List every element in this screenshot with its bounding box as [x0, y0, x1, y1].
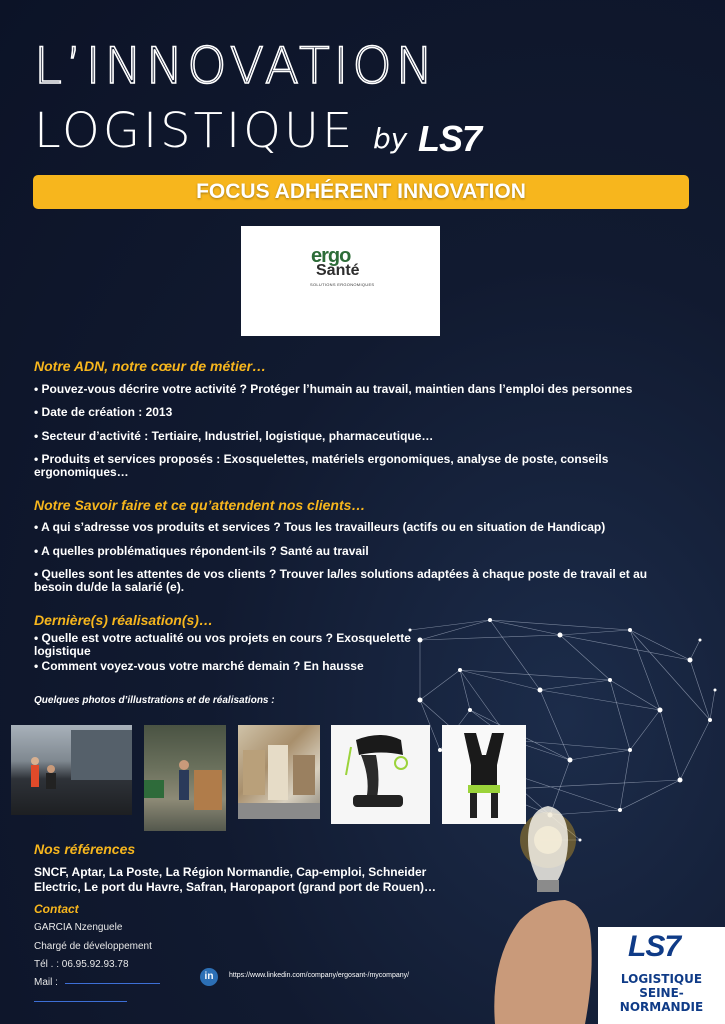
contact-mail-link[interactable] [65, 983, 160, 984]
company-logo-tagline: SOLUTIONS ERGONOMIQUES [310, 282, 375, 287]
contact-role: Chargé de développement [34, 941, 152, 952]
footer-badge-line2: SEINE-NORMANDIE [619, 986, 704, 1014]
footer-ls7-logo: LS7 [628, 930, 681, 963]
realisations-item-1: • Quelle est votre actualité ou vos projets en cours ? Exosquelette logistique [34, 631, 411, 658]
focus-banner: FOCUS ADHÉRENT INNOVATION [33, 175, 689, 209]
savoir-item-2: • A quelles problématiques répondent-ils ? Santé au travail [34, 544, 369, 558]
photo-workers-truck [11, 725, 132, 815]
contact-phone: Tél . : 06.95.92.93.78 [34, 959, 129, 970]
section-savoir-heading: Notre Savoir faire et ce qu’attendent nos clients… [34, 497, 366, 513]
photo-warehouse-worker [144, 725, 226, 831]
photo-exoskeleton-side [331, 725, 430, 824]
title-innovation: L’INNOVATION [34, 37, 438, 95]
realisations-item-2: • Comment voyez-vous votre marché demain ? En hausse [34, 659, 364, 673]
adn-item-1: • Pouvez-vous décrire votre activité ? Protéger l’humain au travail, maintien dans l’emploi des personnes [34, 382, 633, 396]
photo-exoskeleton-front [442, 725, 526, 824]
contact-name: GARCIA Nzenguele [34, 922, 123, 933]
photo-container-loading [238, 725, 320, 819]
photos-caption: Quelques photos d’illustrations et de réalisations : [34, 695, 275, 706]
footer-badge-line1: LOGISTIQUE [620, 972, 703, 986]
linkedin-url[interactable]: https://www.linkedin.com/company/ergosant-/mycompany/ [229, 972, 410, 979]
section-adn-heading: Notre ADN, notre cœur de métier… [34, 358, 267, 374]
adn-item-3: • Secteur d’activité : Tertiaire, Industriel, logistique, pharmaceutique… [34, 429, 434, 443]
company-logo-box [241, 226, 440, 336]
footer-badge-text [598, 972, 725, 1014]
company-logo-sante: Santé [316, 262, 360, 279]
contact-website-link[interactable] [34, 1001, 127, 1002]
references-heading: Nos références [34, 841, 136, 857]
title-logistique: LOGISTIQUE [34, 103, 356, 159]
adn-item-2: • Date de création : 2013 [34, 405, 173, 419]
by-text: by [373, 122, 408, 155]
ls7-logo: LS7 [418, 118, 482, 159]
adn-item-4: • Produits et services proposés : Exosquelettes, matériels ergonomiques, analyse de poste, conseils ergonomiques… [34, 452, 609, 479]
contact-mail-label: Mail : [34, 977, 58, 988]
savoir-item-1: • A qui s’adresse vos produits et services ? Tous les travailleurs (actifs ou en situation de Handicap) [34, 520, 606, 534]
linkedin-icon[interactable]: in [200, 968, 218, 986]
company-logo-ergo: ergo [311, 245, 351, 267]
section-realisations-heading: Dernière(s) réalisation(s)… [34, 612, 213, 628]
savoir-item-3: • Quelles sont les attentes de vos clients ? Trouver la/les solutions adaptées à chaque poste de travail et au besoin du/de la salarié (e). [34, 567, 648, 594]
contact-heading: Contact [34, 902, 79, 916]
references-text: SNCF, Aptar, La Poste, La Région Normandie, Cap-emploi, Schneider Electric, Le port du Havre, Safran, Haropaport (grand port de Rouen)… [34, 865, 437, 894]
